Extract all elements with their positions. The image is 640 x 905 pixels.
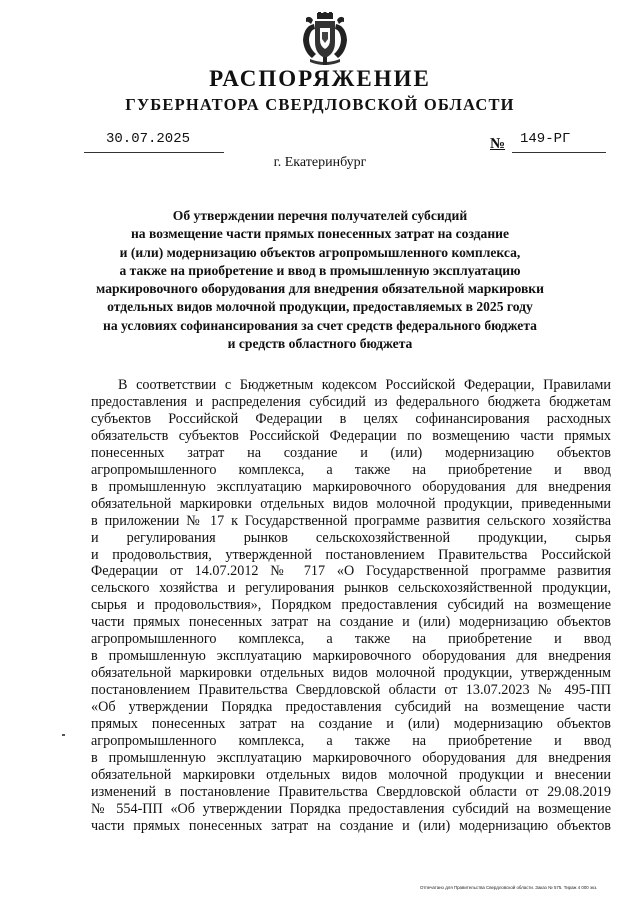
body-line: сельского хозяйства и регулирования рынков сельскохозяйственной продукции, bbox=[91, 580, 611, 597]
body-line: прямых понесенных затрат на создание и (или) модернизацию объектов bbox=[91, 716, 611, 733]
body-line: в промышленную эксплуатацию маркировочного оборудования для внедрения bbox=[91, 648, 611, 665]
document-number: 149-РГ bbox=[520, 131, 571, 147]
body-line: изменений в постановление Правительства Свердловской области от 29.08.2019 bbox=[91, 783, 611, 800]
issuer-title: ГУБЕРНАТОРА СВЕРДЛОВСКОЙ ОБЛАСТИ bbox=[125, 95, 515, 114]
heading-line: и (или) модернизацию объектов агропромышленного комплекса, bbox=[119, 244, 521, 260]
body-line: «Об утверждении Порядка предоставления субсидий на возмещение части bbox=[91, 699, 611, 716]
body-line: части прямых понесенных затрат на создание и (или) модернизацию объектов bbox=[91, 817, 611, 834]
body-line: в промышленную эксплуатацию маркировочного оборудования для внедрения bbox=[91, 749, 611, 766]
margin-mark bbox=[62, 734, 65, 736]
date-field bbox=[84, 130, 224, 153]
number-label: № bbox=[490, 136, 506, 152]
body-line: обязательной маркировки отдельных видов молочной продукции и внесении bbox=[91, 766, 611, 783]
document-heading bbox=[90, 207, 550, 353]
heading-line: и средств областного бюджета bbox=[227, 336, 413, 352]
heading-line: на возмещение части прямых понесенных затрат на создание bbox=[130, 226, 510, 242]
body-line: обязательств субъектов Российской Федерации по возмещению части прямых bbox=[91, 427, 611, 444]
number-field bbox=[512, 130, 606, 153]
body-paragraph bbox=[91, 377, 611, 835]
document-date: 30.07.2025 bbox=[106, 131, 191, 147]
body-line: сырья и продовольствия», Порядком предоставления субсидий на возмещение bbox=[91, 597, 611, 614]
body-line: в промышленную эксплуатацию маркировочного оборудования для внедрения bbox=[91, 478, 611, 495]
heading-line: а также на приобретение и ввод в промышленную эксплуатацию bbox=[119, 262, 521, 278]
document-type-title: РАСПОРЯЖЕНИЕ bbox=[209, 66, 431, 91]
coat-of-arms-icon bbox=[300, 12, 350, 68]
body-line: и продовольствия, утвержденной постановлением Правительства Российской bbox=[91, 546, 611, 563]
body-line: в приложении № 17 к Государственной программе развития сельского хозяйства bbox=[91, 512, 611, 529]
body-line: обязательной маркировки отдельных видов молочной продукции, приведенными bbox=[91, 495, 611, 512]
body-line: части прямых понесенных затрат на создание и (или) модернизацию объектов bbox=[91, 614, 611, 631]
issue-city: г. Екатеринбург bbox=[273, 155, 367, 170]
body-line: № 554-ПП «Об утверждении Порядка предоставления субсидий на возмещение bbox=[91, 800, 611, 817]
body-line: предоставления и распределения субсидий из федерального бюджета бюджетам bbox=[91, 393, 611, 410]
heading-line: на условиях софинансирования за счет средств федерального бюджета bbox=[103, 317, 537, 333]
body-line: агропромышленного комплекса, а также на приобретение и ввод bbox=[91, 733, 611, 750]
body-line: Федерации от 14.07.2012 № 717 «О Государственной программе развития bbox=[91, 563, 611, 580]
body-line: постановлением Правительства Свердловской области от 13.07.2023 № 495-ПП bbox=[91, 682, 611, 699]
print-footer: Отпечатано для Правительства Свердловской области. Заказ № 575. Тираж 4 000 экз. bbox=[420, 885, 598, 890]
heading-line: отдельных видов молочной продукции, предоставляемых в 2025 году bbox=[107, 299, 533, 315]
body-line: агропромышленного комплекса, а также на приобретение и ввод bbox=[91, 461, 611, 478]
heading-line: Об утверждении перечня получателей субсидий bbox=[172, 208, 468, 223]
body-line: субъектов Российской Федерации в целях софинансирования расходных bbox=[91, 410, 611, 427]
heading-line: маркировочного оборудования для внедрения обязательной маркировки bbox=[96, 281, 544, 297]
body-line: понесенных затрат на создание и (или) модернизацию объектов bbox=[91, 444, 611, 461]
body-line: агропромышленного комплекса, а также на приобретение и ввод bbox=[91, 631, 611, 648]
body-line: обязательной маркировки отдельных видов молочной продукции, утвержденным bbox=[91, 665, 611, 682]
body-line: и регулирования рынков сельскохозяйственной продукции, сырья bbox=[91, 529, 611, 546]
body-line: В соответствии с Бюджетным кодексом Российской Федерации, Правилами bbox=[118, 377, 611, 393]
